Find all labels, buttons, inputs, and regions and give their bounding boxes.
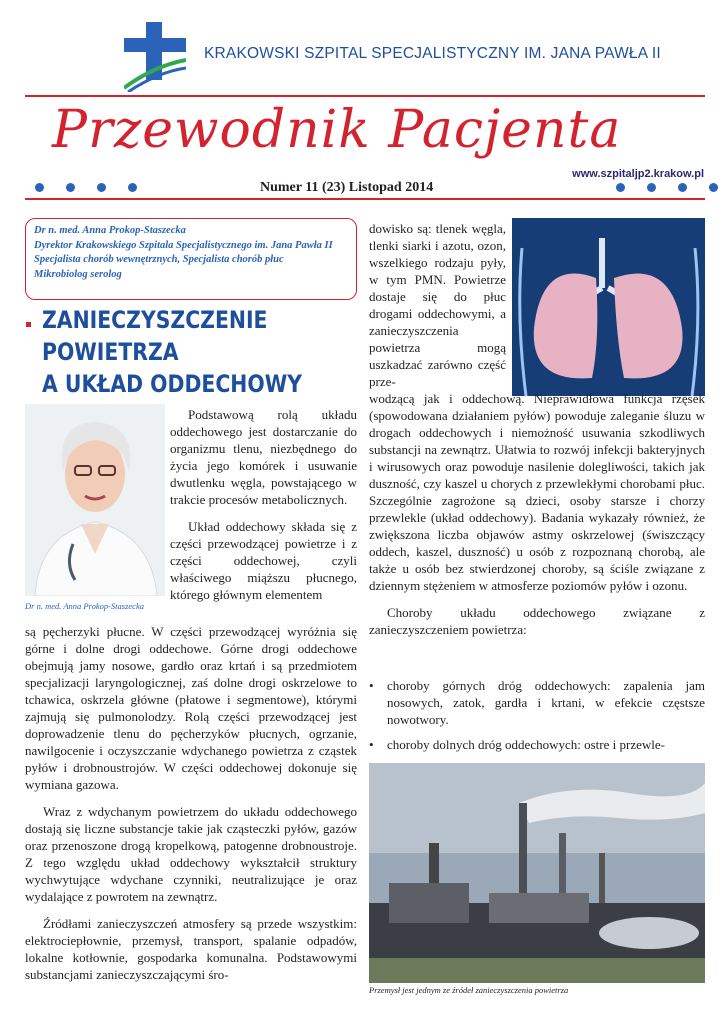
author-role: Dyrektor Krakowskiego Szpitala Specjalistycznego im. Jana Pawła II (34, 239, 333, 251)
author-specialty: Specjalista chorób wewnętrznych, Specjalista chorób płuc (34, 254, 284, 265)
industrial-plant-photo (369, 763, 705, 983)
issue-divider (25, 198, 705, 200)
photo-caption-factory: Przemysł jest jednym ze źródeł zanieczyszczenia powietrza (369, 985, 569, 995)
author-specialty-2: Mikrobiolog serolog (34, 268, 122, 280)
decorative-dots-left (35, 183, 137, 192)
author-name: Dr n. med. Anna Prokop-Staszecka (34, 225, 186, 236)
paragraph-intro: Podstawową rolą układu oddechowego jest dostarczanie do organizmu tlenu, niezbędnego do życia jego komórek i usuwanie dwutlenku węgla, powstającego w trakcie procesów metabolicznych. Układ oddechowy składa się z części przewodzącej powietrze i z części oddechowej, czyli właściwego miąższu płucnego, którego głównym elementem (170, 407, 357, 602)
list-item: • choroby dolnych dróg oddechowych: ostre i przewle- (369, 736, 705, 753)
website-link[interactable]: www.szpitaljp2.krakow.pl (572, 168, 704, 180)
headline-bullet (26, 322, 31, 327)
issue-number: Numer 11 (23) Listopad 2014 (260, 180, 434, 195)
hospital-logo-icon (124, 22, 186, 92)
author-photo (25, 404, 165, 596)
header-divider (25, 95, 705, 97)
list-item: • choroby górnych dróg oddechowych: zapalenia jam nosowych, zatok, gardła i krtani, w efekcie częstsze nowotwory. (369, 677, 705, 728)
paragraph-effects: wodzącą jak i oddechową. Nieprawidłowa funkcja rzęsek (spowodowana działaniem pyłów) powoduje zaleganie śluzu w drogach oddechowych i niemożność usuwania szkodliwych substancji na zewnątrz. Ułatwia to rozwój infekcji bakteryjnych i wirusowych oraz powoduje nasilenie dolegliwości, takich jak duszność, czy kaszel u chorych z przewlekłymi chorobami płuc. Szczególnie zagrożone są dzieci, osoby starsze i chorzy przewlekle (układ oddechowy). Badania wykazały również, że zwiększona liczba objawów astmy oskrzelowej (świszczący oddech, kaszel, duszność) u osób z rozpoznaną chorobą, ale także u osób bez stwierdzonej choroby, są ściśle związane z dziennym stężeniem w atmosferze poziomów pyłów i ozonu. Choroby układu oddechowego związane z zanieczyszczeniem powietrza: (369, 391, 705, 637)
decorative-dots-right (616, 183, 718, 192)
paragraph-pollutants: dowisko są: tlenek węgla, tlenki siarki i azotu, ozon, wszelkiego rodzaju pyły, w tym PMN. Powietrze dostaje się do płuc drogami oddechowymi, a zanieczyszczenia powietrza mogą uszkadzać zarówno część prze- (369, 221, 506, 389)
publication-title: Przewodnik Pacjenta (52, 100, 622, 160)
hospital-name: KRAKOWSKI SZPITAL SPECJALISTYCZNY IM. JANA PAWŁA II (204, 45, 661, 62)
paragraph-anatomy: są pęcherzyki płucne. W części przewodzącej wyróżnia się górne i dolne drogi oddechowe. Górne drogi oddechowe obejmują jamy nosowe, gardło oraz krtań i są przedmiotem specjalizacji laryngologicznej, zaś dolne drogi oskrzelowe to tchawica, oskrzela główne (płatowe i segmentowe), którymi zajmują się pulmonolodzy. Rolą części przewodzącej jest doprowadzenie tlenu do pęcherzyków płucnych, ogrzanie, nawilgocenie i oczyszczanie wdychanego powietrza z cząstek pyłów i drobnoustrojów. W części oddechowej dokonuje się wymiana gazowa. Wraz z wdychanym powietrzem do układu oddechowego dostają się liczne substancje takie jak cząsteczki pyłów, gazów oraz przenoszone drogą kropelkową, patogenne drobnoustroje. Z tego względu układ oddechowy wykształcił struktury wychwytujące wdychane czynniki, neutralizujące je oraz wydalające z powrotem na zewnątrz. Źródłami zanieczyszczeń atmosfery są przede wszystkim: elektrociepłownie, przemysł, transport, spalanie odpadów, lokalne kotłownie, gospodarka komunalna. Podstawowymi substancjami zanieczyszczającymi śro- (25, 624, 357, 982)
lungs-illustration (512, 218, 705, 396)
author-box (25, 218, 357, 300)
photo-caption: Dr n. med. Anna Prokop-Staszecka (25, 601, 144, 611)
article-headline: ZANIECZYSZCZENIE POWIETRZA A UKŁAD ODDECHOWY (42, 306, 302, 398)
disease-list (369, 677, 705, 761)
